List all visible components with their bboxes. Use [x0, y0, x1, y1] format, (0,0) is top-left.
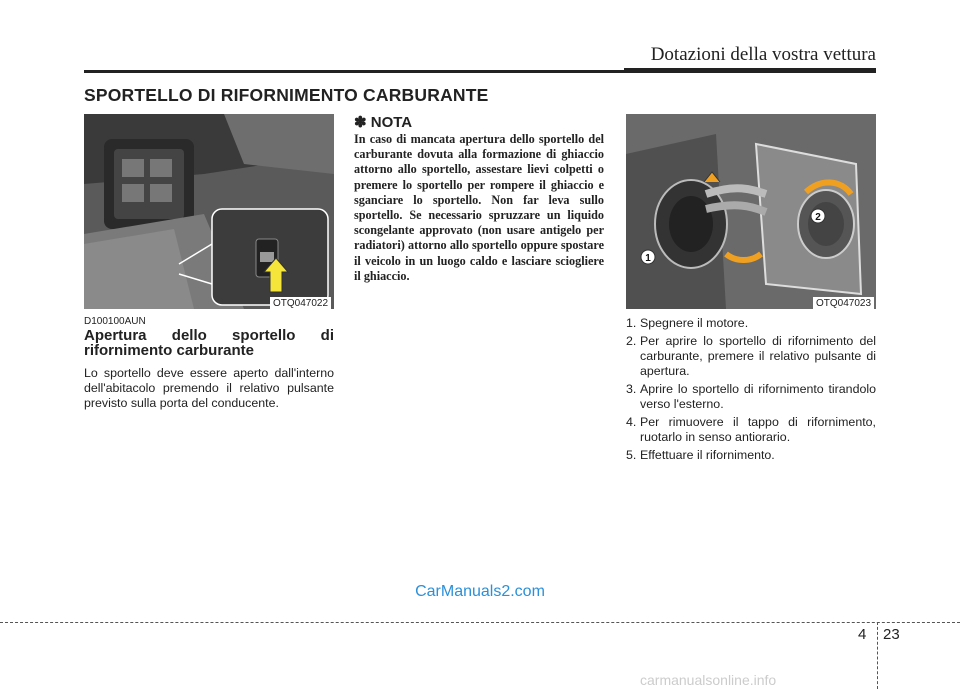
- callout-2: 2: [815, 212, 821, 223]
- watermark-link[interactable]: CarManuals2.com: [415, 583, 545, 600]
- fuel-door-photo: [626, 114, 876, 309]
- running-header: Dotazioni della vostra vettura: [650, 44, 876, 65]
- body-paragraph: Lo sportello deve essere aperto dall'interno dell'abitacolo premendo il relativo pulsante previsto sulla porta del conducente.: [84, 366, 334, 411]
- chapter-number: 4: [858, 626, 867, 643]
- step-item: 5. Effettuare il rifornimento.: [626, 448, 775, 462]
- header-rule-thick: [624, 68, 876, 73]
- door-switch-photo: [84, 114, 334, 309]
- step-item: 4. Per rimuovere il tappo di rifornimento, ruotarlo in senso antiorario.: [626, 415, 876, 445]
- nota-title: NOTA: [370, 114, 413, 131]
- step-item: 1. Spegnere il motore.: [626, 316, 749, 330]
- nota-heading: [354, 113, 412, 131]
- subheading: Apertura dello sportello di rifornimento carburante: [84, 327, 334, 359]
- callout-1: 1: [645, 253, 651, 264]
- footer-divider: [0, 622, 960, 623]
- step-item: 2. Per aprire lo sportello di rifornimento del carburante, premere il relativo pulsante di apertura.: [626, 333, 876, 379]
- step-item: 3. Aprire lo sportello di rifornimento tirandolo verso l'esterno.: [626, 382, 876, 412]
- steps-list: [626, 316, 876, 466]
- section-code: D100100AUN: [84, 316, 146, 327]
- nota-body: In caso di mancata apertura dello sportello del carburante dovuta alla formazione di ghiaccio attorno allo sportello, assestare lievi colpetti o premere lo sportello per rompere il ghiaccio e sganciare lo sportello. Non far leva sullo sportello. Se necessario spruzzare un liquido scongelante approvato (non usare antigelo per radiatori) attorno allo sportello oppure spostare il veicolo in un luogo caldo e lasciare sciogliere il ghiaccio.: [354, 132, 604, 283]
- page-number: 23: [883, 626, 900, 643]
- site-watermark: carmanualsonline.info: [640, 672, 777, 688]
- header-rule: [84, 70, 624, 73]
- footer-vertical-divider: [877, 622, 878, 689]
- section-title: SPORTELLO DI RIFORNIMENTO CARBURANTE: [84, 85, 489, 105]
- image-caption-right: OTQ047023: [813, 297, 874, 310]
- asterisk-icon: ✽: [354, 114, 367, 131]
- image-caption-left: OTQ047022: [270, 297, 331, 310]
